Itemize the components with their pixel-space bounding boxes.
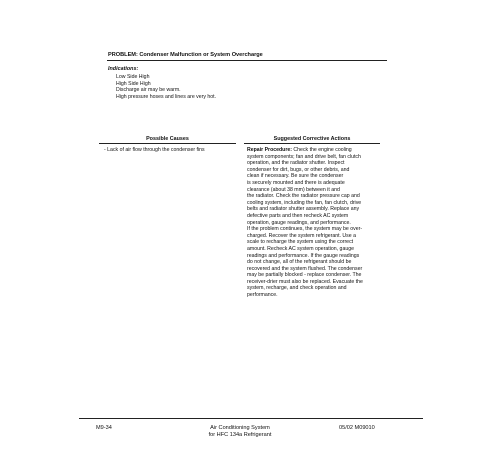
repair-procedure-line: condenser for dirt, bugs, or other debris, and (247, 166, 350, 173)
repair-procedure-line: is securely mounted and there is adequate (247, 179, 345, 186)
repair-procedure-text: Check the engine cooling (291, 147, 352, 153)
document-code: 05/02 M09010 (339, 425, 375, 431)
possible-causes-header: Possible Causes (146, 136, 189, 142)
possible-causes-divider (99, 143, 236, 144)
repair-procedure-line: do not change, all of the refrigerant should be (247, 259, 352, 266)
repair-procedure-line: clean if necessary. Be sure the condenser (247, 173, 344, 180)
repair-procedure-line: receiver-drier must also be replaced. Evacuate the (247, 278, 363, 285)
repair-procedure-line: scale to recharge the system using the correct (247, 239, 354, 246)
repair-procedure-body (247, 154, 380, 299)
footer-title-line: Air Conditioning System (210, 425, 270, 431)
repair-procedure-first-line (247, 147, 380, 154)
indications-heading: Indications: (108, 66, 139, 72)
indication-item: Low Side High (116, 74, 150, 80)
repair-procedure-line: clearance (about 38 mm) between it and (247, 186, 340, 193)
repair-procedure (247, 147, 380, 299)
cause-item: - Lack of air flow through the condenser fins (104, 147, 205, 153)
corrective-actions-divider (244, 143, 380, 144)
footer-title (180, 425, 300, 439)
repair-procedure-line: amount. Recheck AC system operation, gauge (247, 245, 354, 252)
page-number: M9-34 (96, 425, 112, 431)
repair-procedure-line: belts and radiator shutter assembly. Replace any (247, 206, 360, 213)
footer-title-line: for HFC 134a Refrigerant (208, 432, 272, 439)
indications-list (116, 74, 216, 100)
indication-item: High Side High (116, 80, 151, 87)
repair-procedure-line: operation, and the radiator shutter. Inspect (247, 160, 345, 167)
problem-divider (107, 60, 387, 61)
footer-divider (79, 418, 423, 419)
repair-procedure-line: charged. Recover the system refrigerant. Use a (247, 232, 356, 239)
repair-procedure-line: system components; fan and drive belt, fan clutch (247, 153, 361, 160)
repair-procedure-line: readings and performance. If the gauge readings (247, 252, 360, 259)
repair-procedure-line: recovered and the system flushed. The condenser (247, 265, 363, 272)
repair-procedure-line: the radiator. Check the radiator pressure cap and (247, 193, 360, 200)
problem-title: PROBLEM: Condenser Malfunction or System Overcharge (108, 52, 263, 58)
repair-procedure-line: system, recharge, and check operation and (247, 285, 347, 292)
indication-item: Discharge air may be warm. (116, 87, 181, 94)
indication-item: High pressure hoses and lines are very hot. (116, 93, 217, 100)
repair-procedure-line: cooling system, including the fan, fan clutch, drive (247, 199, 362, 206)
repair-procedure-line: may be partially blocked - replace condenser. The (247, 272, 362, 279)
repair-procedure-line: If the problem continues, the system may be over- (247, 226, 363, 233)
repair-procedure-label: Repair Procedure: (247, 147, 292, 153)
repair-procedure-line: defective parts and then recheck AC system (247, 212, 349, 219)
corrective-actions-header: Suggested Corrective Actions (273, 136, 351, 142)
repair-procedure-line: operation, gauge readings, and performance. (247, 219, 351, 226)
repair-procedure-line: performance. (247, 292, 278, 299)
